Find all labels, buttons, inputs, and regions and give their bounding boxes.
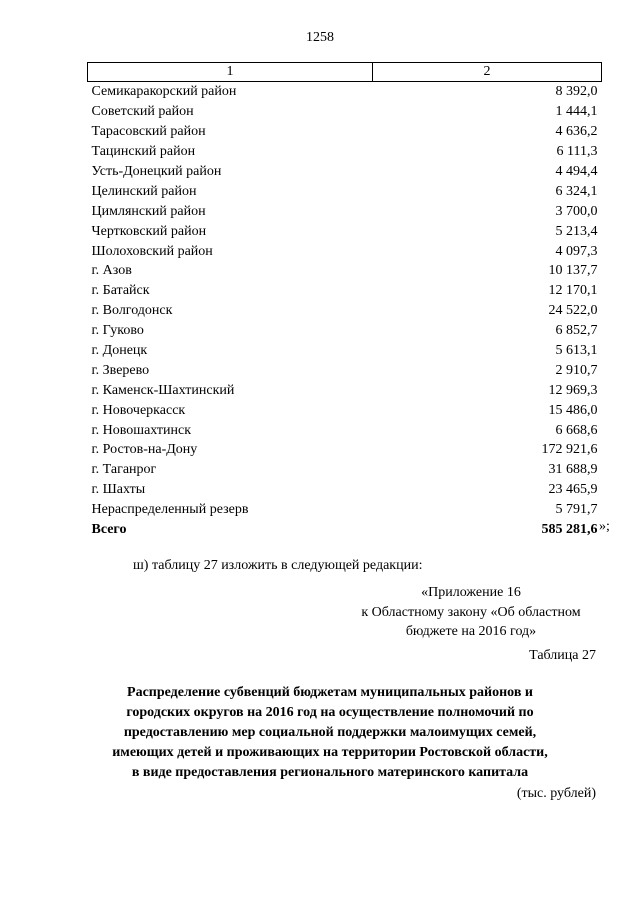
row-name: г. Зверево — [91, 362, 150, 378]
instruction-text: ш) таблицу 27 изложить в следующей редакции: — [133, 558, 423, 573]
title-line: предоставлению мер социальной поддержки малоимущих семей, — [123, 725, 537, 740]
row-name: г. Волгодонск — [91, 303, 173, 319]
table-row — [88, 261, 602, 281]
row-value: 23 465,9 — [548, 482, 598, 498]
table-label: Таблица 27 — [529, 648, 596, 663]
total-suffix: »; — [599, 519, 610, 534]
row-value: 6 668,6 — [555, 422, 598, 438]
row-name: г. Гуково — [91, 323, 144, 339]
table-row — [88, 281, 602, 301]
table-row — [88, 181, 602, 201]
table-row — [88, 201, 602, 221]
row-name: г. Таганрог — [91, 462, 157, 478]
row-value: 15 486,0 — [548, 402, 598, 418]
row-name: г. Азов — [91, 263, 132, 279]
row-value: 12 969,3 — [548, 382, 598, 398]
column-header-2: 2 — [373, 63, 602, 82]
row-value: 5 791,7 — [555, 502, 598, 518]
total-label: Всего — [91, 522, 127, 538]
document-title — [80, 683, 580, 783]
table-row — [88, 420, 602, 440]
row-value: 4 494,4 — [555, 164, 598, 179]
appendix-reference — [340, 583, 602, 642]
table-row — [88, 500, 602, 520]
table-row — [88, 440, 602, 460]
row-value: 4 636,2 — [555, 124, 598, 140]
row-value: 8 392,0 — [555, 84, 598, 100]
row-value: 2 910,7 — [555, 362, 598, 378]
table-row — [88, 162, 602, 182]
table-row — [88, 480, 602, 500]
budget-table — [87, 62, 602, 539]
row-value: 10 137,7 — [548, 263, 598, 279]
table-header-row — [88, 63, 602, 82]
title-line: городских округов на 2016 год на осуществление полномочий по — [126, 705, 534, 720]
table-row — [88, 142, 602, 162]
row-name: г. Каменск-Шахтинский — [91, 382, 235, 398]
table-row — [88, 341, 602, 361]
appendix-line-1: «Приложение 16 — [421, 585, 521, 600]
title-line: имеющих детей и проживающих на территории Ростовской области, — [112, 745, 548, 760]
table-row — [88, 321, 602, 341]
row-name: Тацинский район — [91, 144, 196, 160]
table-row — [88, 460, 602, 480]
row-name: Тарасовский район — [91, 124, 206, 140]
table-row — [88, 380, 602, 400]
row-value: 6 852,7 — [555, 323, 598, 339]
total-value: 585 281,6 — [541, 522, 598, 538]
table-row — [88, 122, 602, 142]
row-name: Целинский район — [91, 183, 197, 199]
row-name: Цимлянский район — [91, 203, 206, 219]
row-name: г. Ростов-на-Дону — [91, 442, 198, 458]
row-value: 24 522,0 — [548, 303, 598, 319]
table-body — [88, 82, 602, 540]
row-value: 172 921,6 — [541, 442, 598, 458]
page-number: 1258 — [306, 30, 334, 45]
table-row — [88, 82, 602, 102]
table-row — [88, 400, 602, 420]
row-name: Чертковский район — [91, 223, 207, 239]
table-row — [88, 360, 602, 380]
row-value: 5 613,1 — [555, 343, 598, 359]
appendix-line-3: бюджете на 2016 год» — [405, 624, 537, 639]
row-value: 1 444,1 — [555, 104, 598, 120]
row-name: Семикаракорский район — [91, 84, 237, 100]
row-name: г. Новошахтинск — [91, 422, 192, 438]
row-name: Усть-Донецкий район — [91, 164, 222, 179]
title-line: Распределение субвенций бюджетам муниципальных районов и — [127, 685, 533, 700]
table-row — [88, 301, 602, 321]
row-value: 12 170,1 — [548, 283, 598, 299]
table-row — [88, 102, 602, 122]
row-value: 6 111,3 — [556, 144, 598, 160]
row-name: г. Новочеркасск — [91, 402, 186, 418]
row-name: Советский район — [91, 104, 194, 120]
row-name: Шолоховский район — [91, 243, 213, 259]
row-value: 4 097,3 — [555, 243, 598, 259]
appendix-line-2: к Областному закону «Об областном — [361, 604, 581, 620]
total-row — [88, 520, 602, 540]
units-label: (тыс. рублей) — [516, 786, 596, 801]
row-name: г. Шахты — [91, 482, 146, 498]
row-value: 3 700,0 — [555, 203, 598, 219]
title-line: в виде предоставления регионального материнского капитала — [131, 765, 529, 780]
column-header-1: 1 — [88, 63, 373, 82]
row-name: Нераспределенный резерв — [91, 502, 249, 518]
row-value: 5 213,4 — [555, 223, 598, 239]
row-value: 6 324,1 — [555, 183, 598, 199]
table-row — [88, 241, 602, 261]
row-name: г. Батайск — [91, 283, 150, 299]
row-value: 31 688,9 — [548, 462, 598, 478]
table-row — [88, 221, 602, 241]
row-name: г. Донецк — [91, 343, 148, 359]
